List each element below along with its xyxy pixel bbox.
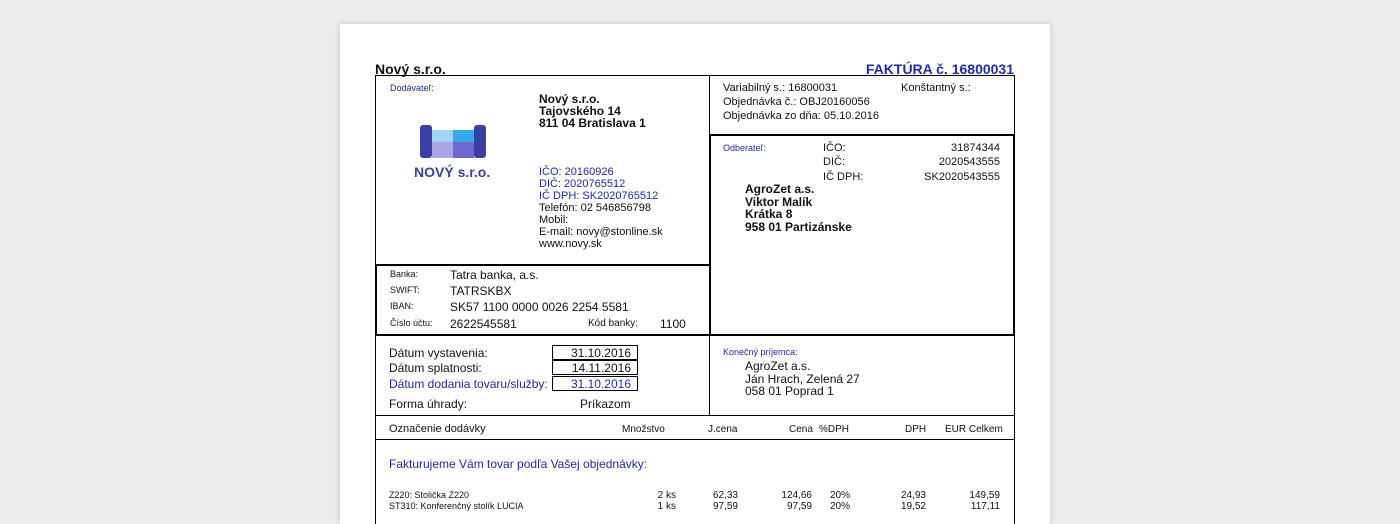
account-label: Číslo účtu: <box>390 318 433 328</box>
supplier-heading: Dodávateľ: <box>390 83 434 93</box>
customer-address <box>745 183 852 233</box>
row-description: ST310: Konferenčný stolík LUCIA <box>389 501 524 511</box>
supplier-street: Tajovského 14 <box>539 104 621 118</box>
table-intro: Fakturujeme Vám tovar podľa Vašej objednávky: <box>389 457 648 471</box>
customer-name: AgroZet a.s. <box>745 182 815 196</box>
final-recipient-address <box>745 360 860 398</box>
swift-value: TATRSKBX <box>450 284 512 298</box>
supplier-phone: Telefón: 02 546856798 <box>539 202 651 214</box>
supplier-city: 811 04 Bratislava 1 <box>539 116 646 130</box>
bank-code-value: 1100 <box>660 317 686 331</box>
bank-value: Tatra banka, a.s. <box>450 268 539 282</box>
table-top-rule <box>375 415 1015 416</box>
invoice-page <box>340 24 1050 524</box>
supplier-address <box>539 93 646 129</box>
col-quantity: Množstvo <box>622 424 665 435</box>
customer-heading: Odberateľ: <box>723 143 766 153</box>
col-vat-rate: %DPH <box>819 424 850 435</box>
supplier-contacts <box>539 166 663 250</box>
row-unit-price: 97,59 <box>712 501 738 512</box>
final-recipient-line2: Ján Hrach, Zelená 27 <box>745 371 860 386</box>
col-vat: DPH <box>905 424 927 435</box>
account-value: 2622545581 <box>450 317 517 331</box>
col-description: Označenie dodávky <box>389 423 486 435</box>
variable-symbol: Variabilný s.: 16800031 <box>723 82 838 94</box>
supplier-web: www.novy.sk <box>539 238 602 250</box>
iban-label: IBAN: <box>390 301 414 311</box>
row-vat: 24,93 <box>900 490 926 501</box>
customer-dic-label: DIČ: <box>823 156 845 168</box>
issue-date-value: 31.10.2016 <box>552 345 638 360</box>
customer-person: Viktor Malík <box>745 194 813 209</box>
customer-street: Krátka 8 <box>745 207 793 221</box>
iban-value: SK57 1100 0000 0026 2254 5581 <box>450 300 629 314</box>
row-description: Z220: Stolička Z220 <box>389 490 470 500</box>
row-total: 149,59 <box>969 490 1000 501</box>
row-price: 97,59 <box>786 501 812 512</box>
row-vat-rate: 20% <box>830 490 851 501</box>
customer-icdph-label: IČ DPH: <box>823 171 864 183</box>
customer-icdph-value: SK2020543555 <box>924 171 1000 183</box>
bank-code-label: Kód banky: <box>588 318 639 329</box>
supplier-name: Nový s.r.o. <box>539 92 600 106</box>
delivery-date-value: 31.10.2016 <box>552 376 638 391</box>
row-total: 117,11 <box>970 501 1000 512</box>
swift-label: SWIFT: <box>390 285 420 295</box>
bank-label: Banka: <box>390 269 419 279</box>
issue-date-label: Dátum vystavenia: <box>389 346 488 360</box>
supplier-ico: IČO: 20160926 <box>539 166 614 178</box>
invoice-title: FAKTÚRA č. 16800031 <box>865 61 1014 77</box>
row-quantity: 1 ks <box>657 501 676 512</box>
logo-text: NOVÝ s.r.o. <box>414 164 491 180</box>
table-header-rule <box>375 439 1015 440</box>
final-recipient-heading: Konečný príjemca: <box>723 347 798 357</box>
customer-dic-value: 2020543555 <box>938 156 1000 168</box>
payment-method-label: Forma úhrady: <box>389 397 468 411</box>
row-unit-price: 62,33 <box>712 490 738 501</box>
final-recipient-line3: 058 01 Poprad 1 <box>745 384 834 398</box>
supplier-mobile: Mobil: <box>539 214 569 226</box>
row-quantity: 2 ks <box>657 490 676 501</box>
row-vat: 19,52 <box>900 501 926 512</box>
customer-ico-value: 31874344 <box>951 142 1000 154</box>
final-recipient-name: AgroZet a.s. <box>745 359 811 373</box>
company-name: Nový s.r.o. <box>375 61 446 77</box>
order-date: Objednávka zo dňa: 05.10.2016 <box>723 110 879 122</box>
customer-city: 958 01 Partizánske <box>745 219 852 234</box>
customer-ico-label: IČO: <box>823 142 846 154</box>
due-date-value: 14.11.2016 <box>552 360 638 375</box>
row-vat-rate: 20% <box>830 501 851 512</box>
payment-method-value: Príkazom <box>580 397 631 411</box>
supplier-icdph: IČ DPH: SK2020765512 <box>539 190 659 202</box>
col-total: EUR Celkem <box>945 424 1003 435</box>
supplier-dic: DIČ: 2020765512 <box>539 178 626 190</box>
col-unit-price: J.cena <box>708 424 738 435</box>
due-date-label: Dátum splatnosti: <box>389 361 482 375</box>
row-price: 124,66 <box>781 490 812 501</box>
constant-symbol: Konštantný s.: <box>901 82 971 94</box>
order-number: Objednávka č.: OBJ20160056 <box>723 96 870 108</box>
supplier-email: E-mail: novy@stonline.sk <box>539 226 663 238</box>
col-price: Cena <box>789 424 813 435</box>
company-logo-icon <box>418 122 492 160</box>
delivery-date-label: Dátum dodania tovaru/služby: <box>389 377 548 391</box>
